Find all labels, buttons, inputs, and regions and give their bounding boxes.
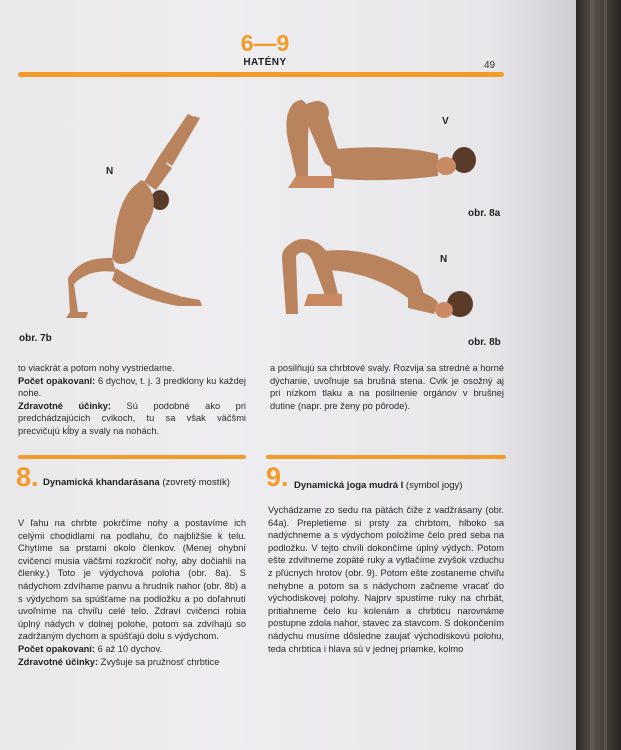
- top-right-text: [270, 362, 504, 412]
- section-8-rule: [18, 455, 246, 459]
- reps-label: Počet opakovaní:: [18, 375, 96, 386]
- effects-text: Sú podobné ako pri predchádzajúcich cvikoch, tu sa však väčšmi precvičujú kĺby a svaly na nohách.: [18, 400, 246, 436]
- figure-7b-caption: obr. 7b: [19, 333, 52, 344]
- page-stack-line: [604, 0, 607, 750]
- section-9-title-rest: (symbol jogy): [403, 480, 463, 491]
- top-right-paragraph: a posilňujú sa chrbtové svaly. Rozvija sa stredné a horné dýchanie, uvoľnuje sa brušná stena. Cvik je osožný aj pri nízkom tlaku a na posilnenie orgánov v brušnej dutine (napr. pre ženy po pôrode).: [270, 363, 504, 411]
- section-8-number: 8.: [16, 462, 39, 492]
- section-8-reps-label: Počet opakovaní:: [18, 643, 95, 654]
- page-stack-line: [590, 0, 594, 750]
- section-9-paragraph: Vychádzame zo sedu na pätách čiže z vadžrásany (obr. 64a). Prepletieme si prsty za chrbtom, hlboko sa nadýchneme a s výdychom položíme čelo pred seba na podložku. V tejto chvíli dokončíme úplný výdych. Potom ešte zdvihneme zopäté ruky a vytlačíme zvyšok vzduchu z pľúcnych hrotov (obr. 9). Potom ešte zostaneme chviľu nehybne a potom sa s nádychom začneme vracať do východiskovej polohy. Najprv spustíme ruky na chrbát, pritiahneme čelo ku kolenám a chrbticu narovnáme postupne zdola nahor, stavec za stavcom. S dokončením nádychu musíme dôsledne zaujať východiskovú polohu, teda chrbtica i hlava sú v jednej priamke, kolmo: [268, 505, 504, 654]
- continued-line: to viackrát a potom nohy vystriedame.: [18, 363, 175, 373]
- section-9-body: [268, 504, 504, 655]
- section-8-effects-label: Zdravotné účinky:: [18, 656, 99, 667]
- section-8-title-bold: Dynamická khandarásana: [43, 477, 160, 488]
- page-number: 49: [484, 60, 496, 71]
- figure-8a-photo: [268, 92, 488, 202]
- section-9-title-bold: Dynamická joga mudrá I: [294, 480, 404, 491]
- top-left-text: [18, 362, 246, 438]
- section-8-effects-text: Zvyšuje sa pružnosť chrbtice: [98, 656, 220, 667]
- figure-8a-label: V: [442, 116, 449, 127]
- chapter-number: 6—9: [240, 30, 290, 56]
- section-8-body: [18, 517, 246, 668]
- header-rule: [18, 72, 504, 77]
- effects-label: Zdravotné účinky:: [18, 400, 112, 411]
- section-8-reps-text: 6 až 10 dychov.: [94, 643, 162, 654]
- section-8-title-rest: (zovretý mostík): [159, 477, 230, 488]
- section-9-number: 9.: [266, 462, 289, 492]
- running-title: HATÉNY: [243, 57, 287, 68]
- figure-8a-caption: obr. 8a: [468, 208, 501, 219]
- figure-8b-photo: [268, 232, 488, 342]
- section-8-paragraph: V ľahu na chrbte pokrčíme nohy a postavíme ich celými chodidlami na podlahu, čo najbližšie k telu. Chytíme sa prstami okolo členkov. (Menej ohybní cvičenci musia väčšmi rozkročiť nohy, aby dočiahli na členky.) Toto je výdychová poloha (obr. 8a). S nádychom zdvíhame panvu a hrudník nahor (obr. 8b) a s výdychom sa spúšťame na podložku a po doľahnutí uvoľníme na chviľu celé telo. Zdraví cvičenci robia úplný nádych v dolnej polohe, potom sa zdvíhajú so zadržaným dychom a spúšťajú dolu s výdychom.: [18, 518, 246, 642]
- section-9-rule: [266, 455, 506, 459]
- book-spine-edge: [576, 0, 621, 750]
- figure-8b-caption: obr. 8b: [468, 337, 501, 348]
- figure-7b-label: N: [106, 166, 114, 177]
- section-9-title: [294, 479, 506, 492]
- reps-text: 6 dychov, t. j. 3 predklony ku každej nohe.: [18, 375, 246, 399]
- figure-8b-label: N: [440, 254, 448, 265]
- figure-7b-photo: [60, 108, 210, 333]
- section-8-title: [43, 476, 245, 489]
